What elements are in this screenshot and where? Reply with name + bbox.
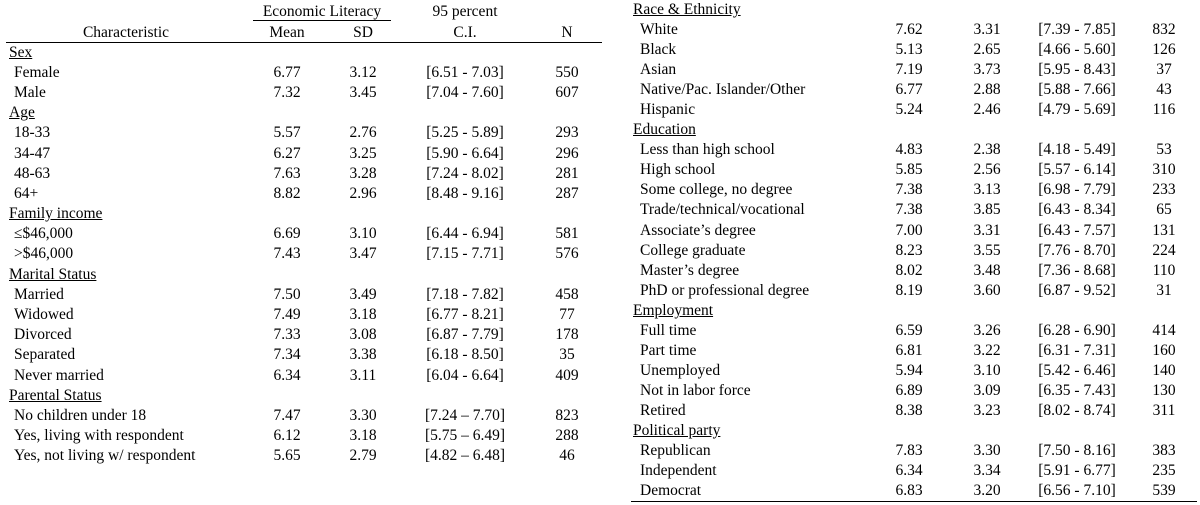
- sd-value: 3.22: [973, 341, 1001, 359]
- ci-value: [7.18 - 7.82]: [426, 285, 504, 303]
- table-row: [631, 401, 1197, 421]
- table-row: [631, 481, 1197, 501]
- ci-value: [4.66 - 5.60]: [1038, 41, 1116, 59]
- ci-value: [7.39 - 7.85]: [1038, 21, 1116, 39]
- n-value: 288: [555, 427, 579, 445]
- table-row: [6, 406, 602, 426]
- n-value: 178: [555, 326, 579, 344]
- mean-value: 5.24: [895, 101, 923, 119]
- mean-value: 8.23: [895, 241, 923, 259]
- n-value: 43: [1156, 81, 1172, 99]
- n-value: 31: [1156, 281, 1172, 299]
- row-label: >$46,000: [14, 245, 74, 263]
- mean-value: 5.85: [895, 161, 923, 179]
- mean-value: 6.89: [895, 381, 923, 399]
- n-value: 287: [555, 184, 579, 202]
- right-table-panel: [631, 0, 1197, 502]
- row-label: Asian: [640, 61, 677, 79]
- table-row: [631, 341, 1197, 361]
- ci-value: [8.02 - 8.74]: [1038, 401, 1116, 419]
- table-row: [631, 40, 1197, 60]
- n-value: 581: [555, 225, 579, 243]
- mean-value: 8.19: [895, 281, 923, 299]
- mean-value: 6.34: [895, 462, 923, 480]
- row-label: Yes, living with respondent: [14, 427, 184, 445]
- row-label: Some college, no degree: [640, 181, 793, 199]
- row-label: Never married: [14, 366, 104, 384]
- ci-value: [6.31 - 7.31]: [1038, 341, 1116, 359]
- n-value: 409: [555, 366, 579, 384]
- table-row: [631, 361, 1197, 381]
- n-value: 823: [555, 406, 579, 424]
- table-row: [631, 20, 1197, 40]
- ci-value: [6.04 - 6.64]: [426, 366, 504, 384]
- sd-value: 2.56: [973, 161, 1001, 179]
- n-value: 296: [555, 144, 579, 162]
- table-row: [631, 441, 1197, 461]
- sd-value: 3.18: [349, 427, 377, 445]
- n-value: 65: [1156, 201, 1172, 219]
- mean-value: 8.02: [895, 261, 923, 279]
- table-row: [6, 143, 602, 163]
- section-title: Age: [9, 104, 35, 122]
- mean-value: 8.82: [273, 184, 301, 202]
- ci-value: [7.50 - 8.16]: [1038, 442, 1116, 460]
- section-header-row: [631, 0, 1197, 20]
- sd-value: 3.28: [349, 164, 377, 182]
- mean-value: 7.49: [273, 306, 301, 324]
- table-row: [631, 160, 1197, 180]
- sd-value: 3.34: [973, 462, 1001, 480]
- row-label: ≤$46,000: [14, 225, 73, 243]
- sd-value: 3.73: [973, 61, 1001, 79]
- sd-value: 3.31: [973, 221, 1001, 239]
- characteristic-header: Characteristic: [6, 21, 246, 43]
- ci-value: [6.56 - 7.10]: [1023, 481, 1131, 501]
- n-value: 550: [555, 63, 579, 81]
- row-label: Widowed: [14, 306, 74, 324]
- section-header-row: [6, 386, 602, 406]
- sd-value: 3.10: [973, 361, 1001, 379]
- row-label: Full time: [640, 321, 697, 339]
- sd-value: 3.49: [349, 285, 377, 303]
- mean-value: 6.12: [273, 427, 301, 445]
- n-value: 126: [1152, 41, 1176, 59]
- n-value: 130: [1152, 381, 1176, 399]
- row-label: White: [640, 21, 678, 39]
- sd-value: 3.30: [349, 406, 377, 424]
- table-row: [6, 123, 602, 143]
- sd-value: 3.08: [349, 326, 377, 344]
- section-title: Parental Status: [9, 386, 102, 404]
- sd-value: 2.88: [973, 81, 1001, 99]
- n-value: 140: [1152, 361, 1176, 379]
- n-value: 539: [1131, 481, 1197, 501]
- table-row: [631, 80, 1197, 100]
- n-value: 131: [1152, 221, 1176, 239]
- row-label: 64+: [14, 184, 39, 202]
- sd-header: SD: [328, 21, 398, 43]
- table-row: [6, 224, 602, 244]
- section-title: Sex: [9, 43, 33, 61]
- mean-value: 5.65: [273, 447, 301, 465]
- section-header-row: [6, 43, 602, 63]
- sd-value: 3.11: [349, 366, 377, 384]
- sd-value: 3.85: [973, 201, 1001, 219]
- ci-value: [5.91 - 6.77]: [1038, 462, 1116, 480]
- table-row: [6, 446, 602, 466]
- sd-value: 2.38: [973, 141, 1001, 159]
- n-value: 310: [1152, 161, 1176, 179]
- mean-value: 5.94: [895, 361, 923, 379]
- ci-value: [6.87 - 9.52]: [1038, 281, 1116, 299]
- mean-value: 7.00: [895, 221, 923, 239]
- right-table: [631, 0, 1197, 502]
- row-label: Independent: [640, 462, 717, 480]
- economic-literacy-header: Economic Literacy: [253, 3, 391, 21]
- row-label: Unemployed: [640, 361, 721, 379]
- sd-value: 3.09: [973, 381, 1001, 399]
- ci-value: [6.35 - 7.43]: [1038, 381, 1116, 399]
- n-value: 37: [1156, 61, 1172, 79]
- section-title: Race & Ethnicity: [633, 1, 741, 19]
- mean-value: 6.81: [895, 341, 923, 359]
- ci-value: [6.18 - 8.50]: [426, 346, 504, 364]
- n-value: 77: [559, 306, 575, 324]
- ci-value: [6.51 - 7.03]: [426, 63, 504, 81]
- section-header-row: [631, 120, 1197, 140]
- mean-header: Mean: [246, 21, 328, 43]
- row-label: Associate’s degree: [640, 221, 756, 239]
- n-value: 281: [555, 164, 579, 182]
- sd-value: 3.38: [349, 346, 377, 364]
- mean-value: 7.50: [273, 285, 301, 303]
- table-row: [631, 261, 1197, 281]
- table-row: [631, 100, 1197, 120]
- mean-value: 6.59: [895, 321, 923, 339]
- row-label: High school: [640, 161, 716, 179]
- sd-value: 3.30: [973, 442, 1001, 460]
- ci-value: [6.77 - 8.21]: [426, 306, 504, 324]
- mean-value: 5.57: [273, 124, 301, 142]
- n-value: 160: [1152, 341, 1176, 359]
- ci-header-bottom: C.I.: [398, 21, 532, 43]
- sd-value: 3.45: [349, 83, 377, 101]
- table-row: [631, 140, 1197, 160]
- left-table: [6, 0, 602, 466]
- table-row: [631, 321, 1197, 341]
- sd-value: 2.79: [349, 447, 377, 465]
- row-label: College graduate: [640, 241, 746, 259]
- sd-value: 3.60: [973, 281, 1001, 299]
- ci-value: [7.24 – 7.70]: [424, 406, 506, 424]
- sd-value: 3.20: [951, 481, 1023, 501]
- n-value: 116: [1152, 101, 1176, 119]
- section-header-row: [6, 103, 602, 123]
- row-label: 18-33: [14, 124, 51, 142]
- n-value: 233: [1152, 181, 1176, 199]
- ci-value: [5.75 – 6.49]: [424, 427, 506, 445]
- sd-value: 3.31: [973, 21, 1001, 39]
- n-value: 224: [1152, 241, 1176, 259]
- mean-value: 5.13: [895, 41, 923, 59]
- n-value: 576: [555, 245, 579, 263]
- sd-value: 2.65: [973, 41, 1001, 59]
- section-title: Employment: [633, 301, 714, 319]
- ci-value: [4.82 – 6.48]: [424, 447, 506, 465]
- table-row: [6, 325, 602, 345]
- row-label: Part time: [640, 341, 697, 359]
- ci-value: [5.42 - 6.46]: [1038, 361, 1116, 379]
- row-label: Republican: [640, 442, 711, 460]
- section-title: Education: [633, 121, 696, 139]
- left-table-panel: [6, 0, 602, 466]
- n-value: 46: [559, 447, 575, 465]
- row-label: Female: [14, 63, 60, 81]
- n-value: 293: [555, 124, 579, 142]
- left-table-body: [6, 43, 602, 467]
- table-row: [6, 366, 602, 386]
- table-row: [6, 426, 602, 446]
- table-row: [6, 305, 602, 325]
- ci-value: [5.88 - 7.66]: [1038, 81, 1116, 99]
- ci-value: [6.87 - 7.79]: [426, 326, 504, 344]
- sd-value: 3.10: [349, 225, 377, 243]
- sd-value: 2.46: [973, 101, 1001, 119]
- sd-value: 3.48: [973, 261, 1001, 279]
- sd-value: 2.76: [349, 124, 377, 142]
- table-row: [6, 285, 602, 305]
- n-value: 607: [555, 83, 579, 101]
- table-row: [631, 381, 1197, 401]
- row-label: 48-63: [14, 164, 51, 182]
- table-header: [6, 0, 602, 43]
- section-title: Political party: [633, 422, 721, 439]
- n-value: 383: [1152, 442, 1176, 460]
- row-label: Divorced: [14, 326, 72, 344]
- ci-value: [5.95 - 8.43]: [1038, 61, 1116, 79]
- n-value: 53: [1156, 141, 1172, 159]
- mean-value: 6.77: [895, 81, 923, 99]
- table-row: [6, 244, 602, 264]
- mean-value: 4.83: [895, 141, 923, 159]
- ci-value: [6.28 - 6.90]: [1038, 321, 1116, 339]
- table-row: [6, 83, 602, 103]
- mean-value: 7.38: [895, 181, 923, 199]
- sd-value: 3.13: [973, 181, 1001, 199]
- mean-value: 8.38: [895, 401, 923, 419]
- row-label: Master’s degree: [640, 261, 740, 279]
- mean-value: 7.19: [895, 61, 923, 79]
- n-value: 414: [1152, 321, 1176, 339]
- sd-value: 3.18: [349, 306, 377, 324]
- n-header: N: [532, 21, 602, 43]
- ci-value: [7.04 - 7.60]: [426, 83, 504, 101]
- section-header-row: [631, 421, 1197, 441]
- ci-value: [6.98 - 7.79]: [1038, 181, 1116, 199]
- n-value: 458: [555, 285, 579, 303]
- ci-value: [6.43 - 7.57]: [1038, 221, 1116, 239]
- ci-value: [7.15 - 7.71]: [426, 245, 504, 263]
- table-row: [631, 221, 1197, 241]
- ci-value: [5.57 - 6.14]: [1038, 161, 1116, 179]
- row-label: Married: [14, 285, 64, 303]
- ci-value: [4.18 - 5.49]: [1038, 141, 1116, 159]
- table-row: [631, 200, 1197, 220]
- ci-header-top: 95 percent: [432, 3, 498, 20]
- row-label: Trade/technical/vocational: [640, 201, 805, 219]
- table-row: [631, 281, 1197, 301]
- row-label: Male: [14, 83, 46, 101]
- sd-value: 3.55: [973, 241, 1001, 259]
- ci-value: [8.48 - 9.16]: [426, 184, 504, 202]
- table-row: [631, 241, 1197, 261]
- row-label: Retired: [640, 401, 686, 419]
- mean-value: 6.69: [273, 225, 301, 243]
- ci-value: [5.90 - 6.64]: [426, 144, 504, 162]
- table-row: [631, 60, 1197, 80]
- row-label: Native/Pac. Islander/Other: [640, 81, 806, 99]
- mean-value: 6.34: [273, 366, 301, 384]
- table-row: [6, 345, 602, 365]
- row-label: Not in labor force: [640, 381, 751, 399]
- n-value: 35: [559, 346, 575, 364]
- row-label: Democrat: [631, 481, 867, 501]
- row-label: Yes, not living w/ respondent: [14, 447, 196, 465]
- section-title: Marital Status: [9, 265, 97, 283]
- table-row: [631, 180, 1197, 200]
- ci-value: [4.79 - 5.69]: [1038, 101, 1116, 119]
- section-header-row: [6, 265, 602, 285]
- row-label: Black: [640, 41, 677, 59]
- mean-value: 6.83: [867, 481, 951, 501]
- row-label: Less than high school: [640, 141, 775, 159]
- mean-value: 7.33: [273, 326, 301, 344]
- mean-value: 6.27: [273, 144, 301, 162]
- section-header-row: [6, 204, 602, 224]
- n-value: 110: [1152, 261, 1176, 279]
- mean-value: 6.77: [273, 63, 301, 81]
- sd-value: 3.12: [349, 63, 377, 81]
- ci-value: [6.43 - 8.34]: [1038, 201, 1116, 219]
- sd-value: 3.23: [973, 401, 1001, 419]
- ci-value: [7.76 - 8.70]: [1038, 241, 1116, 259]
- sd-value: 3.26: [973, 321, 1001, 339]
- row-label: No children under 18: [14, 406, 147, 424]
- table-row: [6, 184, 602, 204]
- sd-value: 3.47: [349, 245, 377, 263]
- row-label: 34-47: [14, 144, 51, 162]
- sd-value: 3.25: [349, 144, 377, 162]
- ci-value: [7.36 - 8.68]: [1038, 261, 1116, 279]
- table-row: [6, 63, 602, 83]
- table-row: [631, 461, 1197, 481]
- n-value: 311: [1152, 401, 1176, 419]
- mean-value: 7.34: [273, 346, 301, 364]
- mean-value: 7.83: [895, 442, 923, 460]
- mean-value: 7.32: [273, 83, 301, 101]
- section-title: Family income: [9, 205, 103, 223]
- sd-value: 2.96: [349, 184, 377, 202]
- table-row: [6, 164, 602, 184]
- mean-value: 7.63: [273, 164, 301, 182]
- mean-value: 7.47: [273, 406, 301, 424]
- mean-value: 7.38: [895, 201, 923, 219]
- ci-value: [6.44 - 6.94]: [426, 225, 504, 243]
- right-table-body: [631, 0, 1197, 501]
- mean-value: 7.62: [895, 21, 923, 39]
- n-value: 235: [1152, 462, 1176, 480]
- row-label: Hispanic: [640, 101, 696, 119]
- mean-value: 7.43: [273, 245, 301, 263]
- row-label: Separated: [14, 346, 76, 364]
- ci-value: [7.24 - 8.02]: [426, 164, 504, 182]
- n-value: 832: [1152, 21, 1176, 39]
- section-header-row: [631, 301, 1197, 321]
- row-label: PhD or professional degree: [640, 281, 810, 299]
- ci-value: [5.25 - 5.89]: [426, 124, 504, 142]
